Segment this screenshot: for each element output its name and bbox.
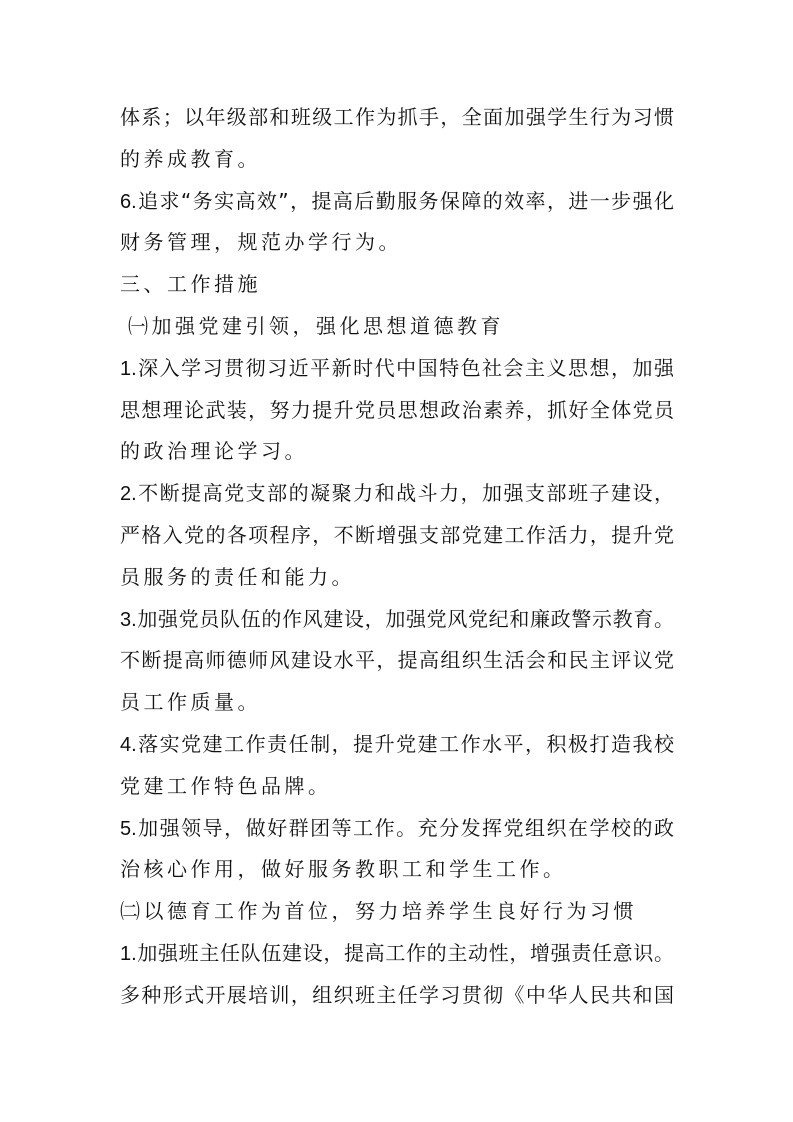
text-line: 体系；以年级部和班级工作为抓手，全面加强学生行为习惯: [120, 105, 674, 129]
text-line: 加强班主任队伍建设，提高工作的主动性，增强责任意识。: [136, 940, 674, 965]
text-line: 的政治理论学习。: [120, 439, 308, 464]
text-line: 员服务的责任和能力。: [120, 564, 355, 589]
item-number: 3.: [120, 608, 137, 631]
document-page: [120, 97, 674, 1017]
subsection-heading: ㈡以德育工作为首位，努力培养学生良好行为习惯: [120, 899, 637, 924]
list-item-2: [120, 473, 674, 515]
item-number: 4.: [120, 733, 137, 756]
text-line: 党建工作特色品牌。: [120, 773, 332, 798]
text-line: 严格入党的各项程序，不断增强支部党建工作活力，提升党: [120, 522, 674, 547]
item-number: 2.: [120, 483, 137, 506]
list-item-6: [120, 181, 674, 223]
list-item-5: [120, 808, 674, 850]
text-line: 财务管理，规范办学行为。: [120, 230, 402, 255]
list-item-1: [120, 348, 674, 390]
text-line: 多种形式开展培训，组织班主任学习贯彻《中华人民共和国: [120, 982, 674, 1007]
item-number: 1.: [120, 357, 137, 380]
item-number: 6.: [120, 190, 137, 213]
list-item-3: [120, 599, 674, 641]
text-line: 落实党建工作责任制，提升党建工作水平，积极打造我校: [136, 731, 674, 756]
item-number: 1.: [120, 942, 137, 965]
text-line: 员工作质量。: [120, 690, 261, 715]
text-line: 不断提高师德师风建设水平，提高组织生活会和民主评议党: [120, 648, 674, 673]
list-item-4: [120, 724, 674, 766]
text-line: 治核心作用，做好服务教职工和学生工作。: [120, 857, 567, 882]
text-line: 深入学习贯彻习近平新时代中国特色社会主义思想，加强: [136, 355, 674, 380]
list-item-1: [120, 933, 674, 975]
text-line: 思想理论武装，努力提升党员思想政治素养，抓好全体党员: [120, 397, 674, 422]
text-line: 加强党员队伍的作风建设，加强党风党纪和廉政警示教育。: [136, 606, 674, 631]
subsection-heading: ㈠加强党建引领，强化思想道德教育: [128, 313, 504, 338]
text-line: 的养成教育。: [120, 146, 261, 171]
text-line: 追求“务实高效”，提高后勤服务保障的效率，进一步强化: [136, 188, 674, 213]
item-number: 5.: [120, 817, 137, 840]
text-line: 加强领导，做好群团等工作。充分发挥党组织在学校的政: [136, 815, 674, 840]
text-line: 不断提高党支部的凝聚力和战斗力，加强支部班子建设，: [136, 481, 674, 506]
section-heading: 三、工作措施: [120, 272, 261, 297]
